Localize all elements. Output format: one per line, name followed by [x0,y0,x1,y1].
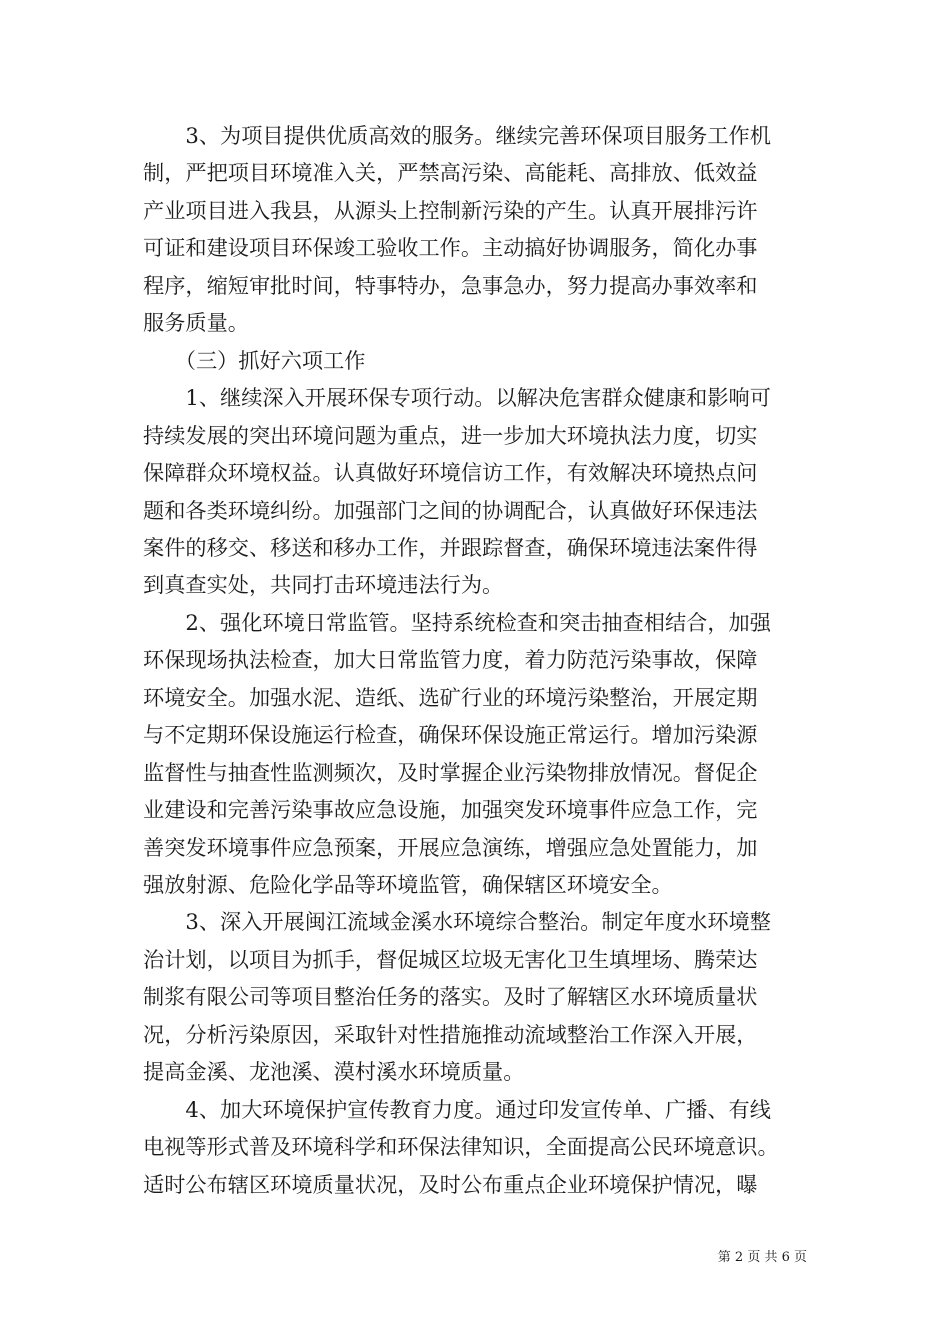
text-line: 治计划，以项目为抓手，督促城区垃圾无害化卫生填埋场、腾荣达 [143,946,758,972]
text-line: 持续发展的突出环境问题为重点，进一步加大环境执法力度，切实 [143,422,758,448]
text-line: 程序，缩短审批时间，特事特办，急事急办，努力提高办事效率和 [143,272,758,298]
text-line: 1、继续深入开展环保专项行动。以解决危害群众健康和影响可 [143,385,771,411]
text-line: 监督性与抽查性监测频次，及时掌握企业污染物排放情况。督促企 [143,759,758,785]
text-line: 提高金溪、龙池溪、漠村溪水环境质量。 [143,1059,525,1085]
text-line: 业建设和完善污染事故应急设施，加强突发环境事件应急工作，完 [143,797,758,823]
text-line: 环境安全。加强水泥、造纸、选矿行业的环境污染整治，开展定期 [143,684,758,710]
text-line: 电视等形式普及环境科学和环保法律知识，全面提高公民环境意识。 [143,1134,779,1160]
text-line: （三）抓好六项工作 [143,347,366,373]
page-number-footer: 第 2 页 共 6 页 [717,1250,807,1265]
text-line: 制，严把项目环境准入关，严禁高污染、高能耗、高排放、低效益 [143,160,758,186]
text-line: 可证和建设项目环保竣工验收工作。主动搞好协调服务，简化办事 [143,235,758,261]
text-line: 3、为项目提供优质高效的服务。继续完善环保项目服务工作机 [143,123,771,148]
text-line: 适时公布辖区环境质量状况，及时公布重点企业环境保护情况，曝 [143,1171,758,1197]
text-line: 善突发环境事件应急预案，开展应急演练，增强应急处置能力，加 [143,834,758,860]
text-line: 与不定期环保设施运行检查，确保环保设施正常运行。增加污染源 [143,722,758,748]
text-line: 题和各类环境纠纷。加强部门之间的协调配合，认真做好环保违法 [143,497,758,523]
text-line: 案件的移交、移送和移办工作，并跟踪督查，确保环境违法案件得 [143,534,758,560]
text-line: 3、深入开展闽江流域金溪水环境综合整治。制定年度水环境整 [143,909,771,935]
text-line: 强放射源、危险化学品等环境监管，确保辖区环境安全。 [143,872,673,897]
text-line: 4、加大环境保护宣传教育力度。通过印发宣传单、广播、有线 [143,1096,771,1122]
text-line: 2、强化环境日常监管。坚持系统检查和突击抽查相结合，加强 [143,609,771,635]
text-line: 制浆有限公司等项目整治任务的落实。及时了解辖区水环境质量状 [143,984,758,1010]
text-line: 服务质量。 [143,310,249,336]
text-line: 况，分析污染原因，采取针对性措施推动流域整治工作深入开展， [143,1021,758,1047]
text-line: 保障群众环境权益。认真做好环境信访工作，有效解决环境热点问 [143,460,758,486]
text-line: 环保现场执法检查，加大日常监管力度，着力防范污染事故，保障 [143,647,758,673]
text-line: 产业项目进入我县，从源头上控制新污染的产生。认真开展排污许 [143,197,758,223]
text-line: 到真查实处，共同打击环境违法行为。 [143,572,504,598]
